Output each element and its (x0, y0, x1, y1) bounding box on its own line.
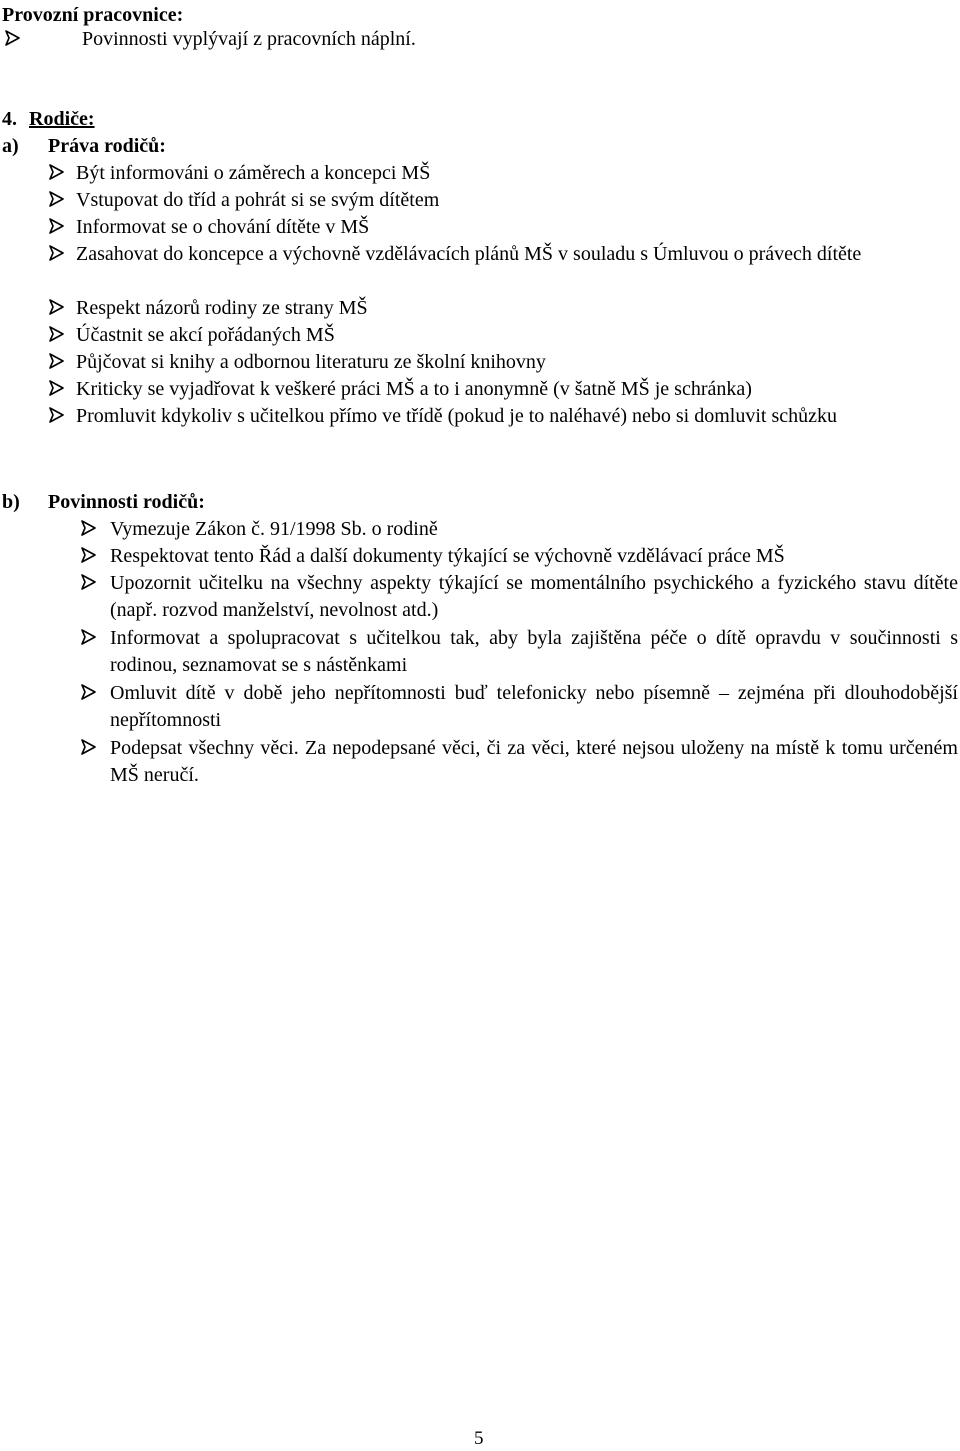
arrow-bullet-icon (48, 160, 66, 187)
arrow-bullet-icon (80, 543, 98, 570)
provozni-heading: Provozní pracovnice: (2, 4, 184, 26)
prava-heading: Práva rodičů: (48, 135, 166, 157)
arrow-bullet-icon (4, 26, 22, 53)
list-item: Účastnit se akcí pořádaných MŠ (76, 324, 335, 346)
list-item: Promluvit kdykoliv s učitelkou přímo ve třídě (pokud je to naléhavé) nebo si domluvit schůzku (76, 405, 837, 427)
provozni-item: Povinnosti vyplývají z pracovních náplní. (82, 28, 416, 50)
list-item: Podepsat všechny věci. Za nepodepsané věci, či za věci, které nejsou uloženy na místě k tomu určeném MŠ neručí. (110, 737, 958, 786)
arrow-bullet-icon (48, 241, 66, 268)
arrow-bullet-icon (48, 322, 66, 349)
arrow-bullet-icon (48, 187, 66, 214)
list-item: Respekt názorů rodiny ze strany MŠ (76, 297, 368, 319)
arrow-bullet-icon (48, 376, 66, 403)
list-item: Informovat se o chování dítěte v MŠ (76, 216, 370, 238)
arrow-bullet-icon (48, 214, 66, 241)
rodice-heading: Rodiče: (29, 108, 95, 130)
list-item: Upozornit učitelku na všechny aspekty týkající se momentálního psychického a fyzického stavu dítěte (např. rozvod manželství, nevolnost atd.) (110, 572, 958, 621)
arrow-bullet-icon (80, 570, 98, 597)
list-item: Informovat a spolupracovat s učitelkou tak, aby byla zajištěna péče o dítě opravdu v součinnosti s rodinou, seznamovat se s nástěnkami (110, 627, 958, 676)
arrow-bullet-icon (80, 516, 98, 543)
list-item: Vymezuje Zákon č. 91/1998 Sb. o rodině (110, 518, 438, 540)
page-number: 5 (474, 1428, 484, 1449)
list-item: Zasahovat do koncepce a výchovně vzdělávacích plánů MŠ v souladu s Úmluvou o právech dítěte (76, 243, 862, 265)
list-item: Kriticky se vyjadřovat k veškeré práci MŠ a to i anonymně (v šatně MŠ je schránka) (76, 378, 752, 400)
povinnosti-marker: b) (2, 491, 20, 513)
list-item: Být informováni o záměrech a koncepci MŠ (76, 162, 431, 184)
list-item: Půjčovat si knihy a odbornou literaturu ze školní knihovny (76, 351, 546, 373)
list-item: Respektovat tento Řád a další dokumenty týkající se výchovně vzdělávací práce MŠ (110, 545, 785, 567)
list-item: Omluvit dítě v době jeho nepřítomnosti buď telefonicky nebo písemně – zejména při dlouhodobější nepřítomnosti (110, 682, 958, 731)
arrow-bullet-icon (48, 295, 66, 322)
arrow-bullet-icon (80, 680, 98, 707)
prava-marker: a) (2, 135, 19, 157)
rodice-number: 4. (2, 108, 17, 130)
arrow-bullet-icon (48, 349, 66, 376)
list-item: Vstupovat do tříd a pohrát si se svým dítětem (76, 189, 440, 211)
arrow-bullet-icon (48, 403, 66, 430)
povinnosti-heading: Povinnosti rodičů: (48, 491, 205, 513)
arrow-bullet-icon (80, 625, 98, 652)
arrow-bullet-icon (80, 735, 98, 762)
